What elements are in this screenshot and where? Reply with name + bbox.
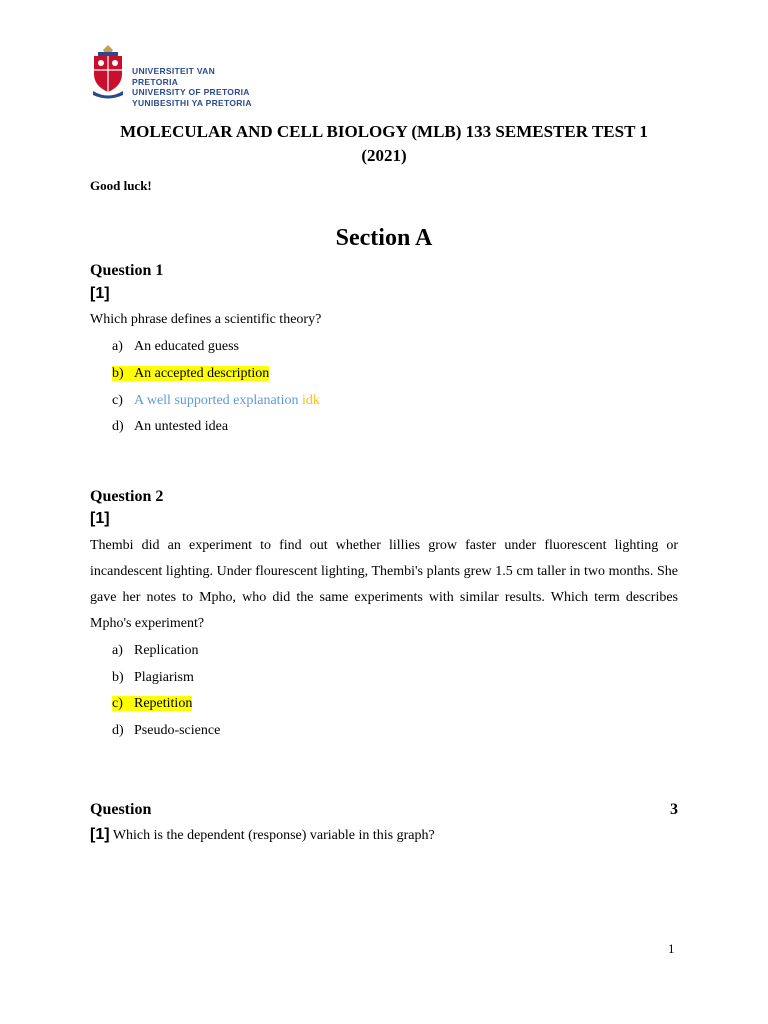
title-line-1: MOLECULAR AND CELL BIOLOGY (MLB) 133 SEMESTER TEST 1 [120, 122, 648, 141]
question-2-option-c [112, 695, 192, 713]
option-text: An educated guess [134, 339, 239, 354]
question-3-mark: [1] [90, 826, 110, 843]
option-text: Repetition [134, 696, 193, 711]
page-number: 1 [668, 941, 675, 956]
section-heading: Section A [335, 225, 433, 251]
good-luck-text: Good luck! [90, 178, 152, 193]
question-1-option-a [112, 338, 239, 356]
question-2-option-d [112, 722, 220, 740]
question-1-option-d [112, 418, 228, 436]
option-letter: d) [112, 419, 124, 434]
option-letter: a) [112, 339, 123, 354]
option-text: An untested idea [134, 419, 229, 434]
question-3-text: Which is the dependent (response) variable in this graph? [112, 828, 435, 843]
option-letter: c) [112, 696, 123, 711]
question-2-mark: [1] [90, 510, 110, 527]
question-1-mark: [1] [90, 285, 110, 302]
question-2-option-b [112, 669, 194, 687]
question-2-heading: Question 2 [90, 488, 164, 505]
logo-line-sepedi: YUNIBESITHI YA PRETORIA [132, 97, 252, 108]
question-3-number: 3 [670, 801, 678, 818]
option-letter: b) [112, 670, 124, 685]
question-3-heading [90, 801, 678, 819]
question-3-line [90, 826, 435, 844]
option-letter: c) [112, 393, 123, 408]
crest-icon [90, 44, 126, 102]
question-2-text: Thembi did an experiment to find out whether lillies grow faster under fluorescent lighting or incandescent lighting. Under flourescent lighting, Thembi's plants grew 1.5 cm taller in two months. She gave her notes to Mpho, who did the same experiments with similar results. Which term describes Mpho's experiment? [90, 538, 678, 631]
option-letter: d) [112, 723, 124, 738]
question-1-heading: Question 1 [90, 262, 164, 279]
option-letter: b) [112, 366, 124, 381]
title-line-2: (2021) [361, 146, 407, 165]
annotation-note: idk [301, 393, 320, 408]
question-1-option-b [112, 365, 269, 383]
option-letter: a) [112, 643, 123, 658]
document-title [90, 120, 678, 168]
option-text: A well supported explanation [134, 393, 299, 408]
question-2-option-a [112, 642, 199, 660]
logo-wordmark [132, 66, 260, 108]
university-logo [90, 44, 260, 108]
logo-line-afrikaans: UNIVERSITEIT VAN PRETORIA [132, 66, 216, 87]
logo-line-english: UNIVERSITY OF PRETORIA [132, 87, 250, 97]
option-text: An accepted description [134, 366, 270, 381]
option-text: Plagiarism [134, 670, 194, 685]
question-3-label: Question [90, 801, 152, 818]
option-text: Pseudo-science [134, 723, 221, 738]
question-1-text: Which phrase defines a scientific theory? [90, 312, 322, 327]
option-text: Replication [134, 643, 199, 658]
question-1-option-c [112, 392, 320, 410]
